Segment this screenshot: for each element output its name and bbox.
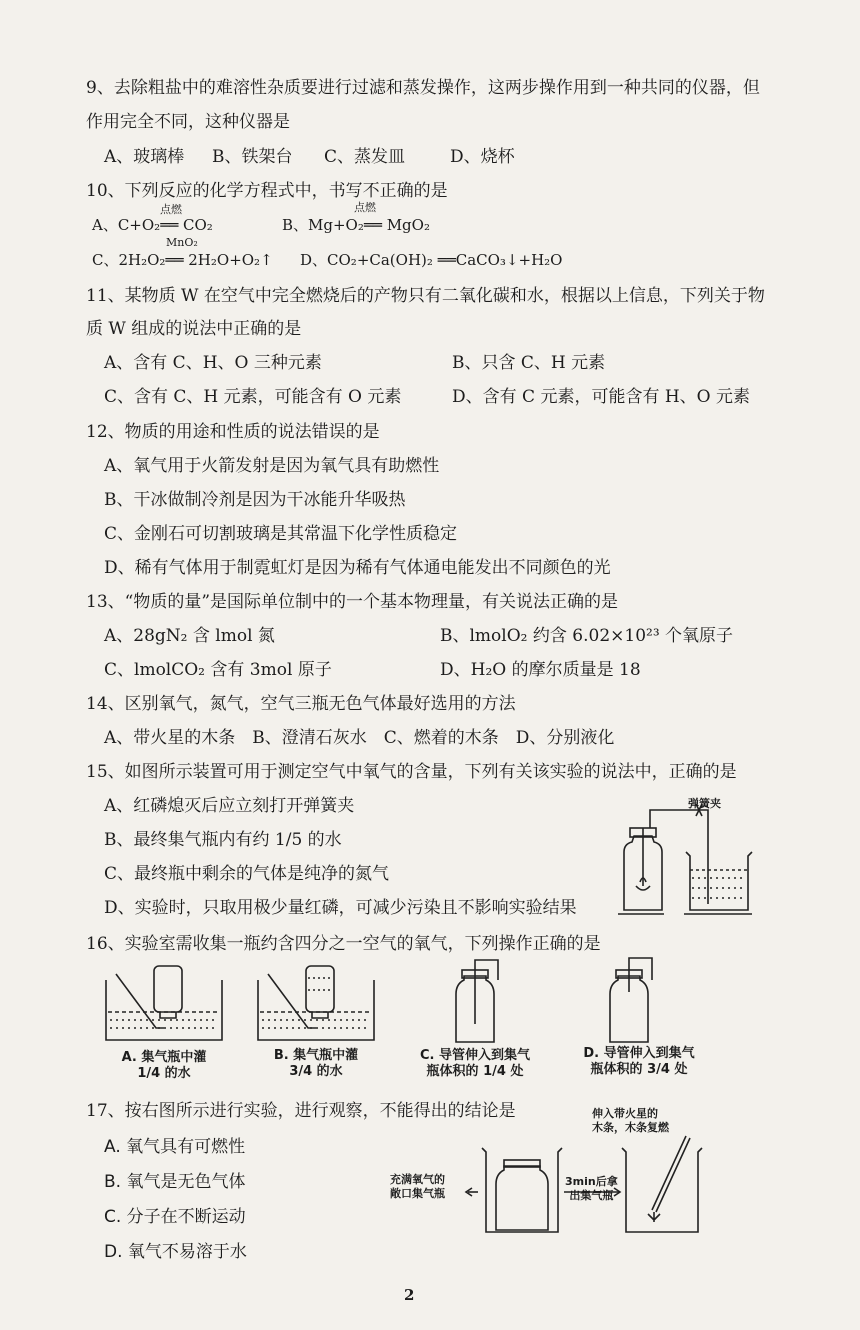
q17-label-left [390,1173,445,1201]
page-number: 2 [404,1286,415,1304]
q16-stem: 16、实验室需收集一瓶约含四分之一空气的氧气，下列操作正确的是 [86,934,601,954]
q17-option-b: B. 氧气是无色气体 [104,1172,246,1192]
q16-caption-c-line1: C. 导管伸入到集气 [419,1048,530,1063]
q16-caption-b-line2: 3/4 的水 [289,1064,343,1079]
q16-caption-a [104,1050,224,1082]
q13-option-a: A、28gN₂ 含 lmol 氮 [104,626,275,646]
q17-label-left-line2: 敞口集气瓶 [390,1187,445,1200]
q13-option-d: D、H₂O 的摩尔质量是 18 [440,660,641,680]
q17-label-middle-line2: 出集气瓶 [569,1189,614,1202]
q16-caption-d-line2: 瓶体积的 3/4 处 [590,1062,688,1077]
q10-a-condition: 点燃 [160,203,182,216]
q17-label-top-line2: 木条，木条复燃 [592,1121,669,1134]
q15-option-c: C、最终瓶中剩余的气体是纯净的氮气 [104,864,390,884]
q17-option-a: A. 氧气具有可燃性 [104,1137,246,1157]
q9-option-c: C、蒸发皿 [324,147,406,167]
q16-caption-c-line2: 瓶体积的 1/4 处 [426,1064,524,1079]
q16-caption-d-line1: D. 导管伸入到集气 [583,1046,695,1061]
q17-option-c: C. 分子在不断运动 [104,1207,246,1227]
q15-stem: 15、如图所示装置可用于测定空气中氧气的含量，下列有关该实验的说法中，正确的是 [86,762,737,782]
q10-c-condition: MnO₂ [166,236,198,249]
q15-clip-label: 弹簧夹 [688,797,721,810]
q9-stem-line2: 作用完全不同，这种仪器是 [86,112,290,132]
q10-stem: 10、下列反应的化学方程式中，书写不正确的是 [86,181,448,201]
q15-option-a: A、红磷熄灭后应立刻打开弹簧夹 [104,796,355,816]
q11-option-a: A、含有 C、H、O 三种元素 [104,353,322,373]
q16-caption-b-line1: B. 集气瓶中灌 [273,1048,359,1063]
q16-caption-c [400,1048,550,1080]
q12-option-c: C、金刚石可切割玻璃是其常温下化学性质稳定 [104,524,458,544]
q9-option-a: A、玻璃棒 [104,147,185,167]
q10-option-a: A、C+O₂══ CO₂ [92,216,213,234]
q16-figure-d [604,956,664,1048]
q11-option-c: C、含有 C、H 元素，可能含有 O 元素 [104,387,402,407]
q13-option-c: C、lmolCO₂ 含有 3mol 原子 [104,660,332,680]
q15-apparatus-figure [610,790,760,920]
q16-caption-a-line2: 1/4 的水 [137,1066,191,1081]
q11-stem-line2: 质 W 组成的说法中正确的是 [86,319,302,339]
q11-stem-line1: 11、某物质 W 在空气中完全燃烧后的产物只有二氧化碳和水，根据以上信息，下列关于物 [86,286,765,306]
q9-option-d: D、烧杯 [450,147,515,167]
q12-stem: 12、物质的用途和性质的说法错误的是 [86,422,380,442]
q12-option-a: A、氧气用于火箭发射是因为氧气具有助燃性 [104,456,440,476]
q10-option-c: C、2H₂O₂══ 2H₂O+O₂↑ [92,251,273,269]
q13-stem: 13、“物质的量”是国际单位制中的一个基本物理量，有关说法正确的是 [86,592,619,612]
q17-label-top [592,1107,669,1135]
q12-option-b: B、干冰做制冷剂是因为干冰能升华吸热 [104,490,406,510]
q15-option-b: B、最终集气瓶内有约 1/5 的水 [104,830,342,850]
q14-options: A、带火星的木条 B、澄清石灰水 C、燃着的木条 D、分别液化 [104,728,615,748]
q17-option-d: D. 氧气不易溶于水 [104,1242,247,1262]
q17-label-middle-line1: 3min后拿 [565,1175,618,1188]
q16-figure-a [104,962,224,1042]
q16-caption-b [256,1048,376,1080]
q14-stem: 14、区别氧气，氮气，空气三瓶无色气体最好选用的方法 [86,694,516,714]
q16-caption-d [564,1046,714,1078]
q13-option-b: B、lmolO₂ 约含 6.02×10²³ 个氧原子 [440,626,734,646]
q16-figure-c [450,958,510,1048]
q17-label-top-line1: 伸入带火星的 [592,1107,658,1120]
q16-figure-b [256,962,376,1042]
q10-b-condition: 点燃 [354,201,376,214]
q17-label-left-line1: 充满氧气的 [390,1173,445,1186]
q12-option-d: D、稀有气体用于制霓虹灯是因为稀有气体通电能发出不同颜色的光 [104,558,611,578]
q11-option-b: B、只含 C、H 元素 [452,353,606,373]
q15-option-d: D、实验时，只取用极少量红磷，可减少污染且不影响实验结果 [104,898,577,918]
q10-option-d: D、CO₂+Ca(OH)₂ ══CaCO₃↓+H₂O [300,251,563,269]
q17-label-middle [565,1175,618,1203]
q11-option-d: D、含有 C 元素，可能含有 H、O 元素 [452,387,751,407]
q10-option-b: B、Mg+O₂══ MgO₂ [282,216,430,234]
q17-stem: 17、按右图所示进行实验，进行观察，不能得出的结论是 [86,1101,516,1121]
q9-stem-line1: 9、去除粗盐中的难溶性杂质要进行过滤和蒸发操作，这两步操作用到一种共同的仪器，但 [86,78,760,98]
q16-caption-a-line1: A. 集气瓶中灌 [121,1050,207,1065]
q9-option-b: B、铁架台 [212,147,293,167]
